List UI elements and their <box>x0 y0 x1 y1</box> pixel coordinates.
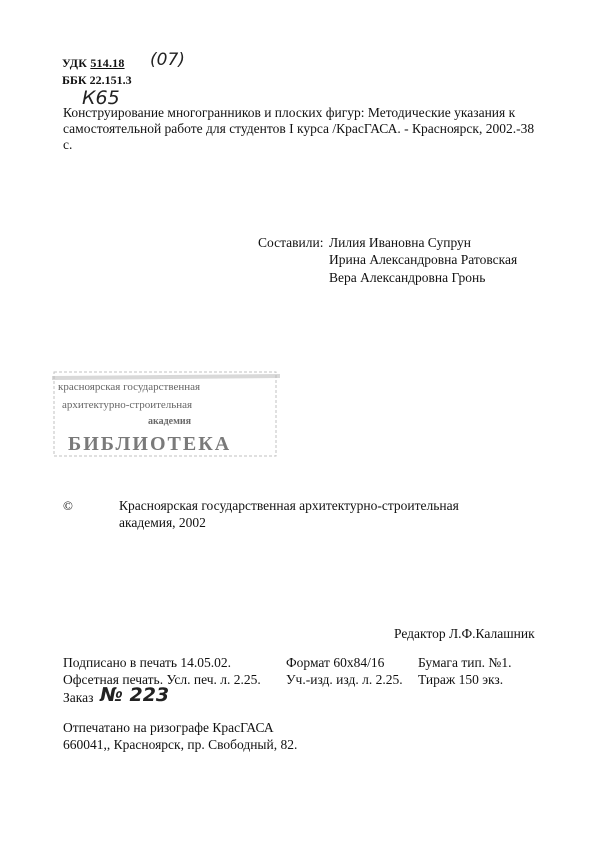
copyright-symbol: © <box>63 498 73 513</box>
stamp-line2: архитектурно-строительная <box>62 399 193 411</box>
order-number: № 223 <box>100 684 170 706</box>
stamp-graphic <box>52 368 280 460</box>
printing-address: 660041,, Красноярск, пр. Свободный, 82. <box>63 737 298 752</box>
imprint-order-label: Заказ <box>63 690 94 705</box>
handwritten-annotation: (07) <box>150 50 185 70</box>
copyright-year: академия, 2002 <box>119 515 206 530</box>
imprint-paper: Бумага тип. №1. <box>418 655 512 670</box>
compiler-name: Вера Александровна Гронь <box>329 270 486 285</box>
stamp-line1: красноярская государственная <box>58 381 201 393</box>
imprint-signed: Подписано в печать 14.05.02. <box>63 655 232 670</box>
author-mark: К65 <box>82 87 120 109</box>
udk-label: УДК <box>62 56 88 70</box>
copyright-holder: Красноярская государственная архитектурно-строительная <box>119 498 459 513</box>
stamp-line3: академия <box>148 416 192 427</box>
imprint-offset: Офсетная печать. Усл. печ. л. 2.25. <box>63 672 261 687</box>
imprint-uch: Уч.-изд. изд. л. 2.25. <box>286 672 403 687</box>
compilers-label: Составили: <box>258 235 324 250</box>
description-text: Конструирование многогранников и плоских фигур: Методические указания к самостоятельной работе для студентов I курса /КрасГАСА. - Красноярск, 2002.-38 с. <box>63 105 535 152</box>
compiler-name: Лилия Ивановна Супрун <box>329 235 471 250</box>
compiler-name: Ирина Александровна Ратовская <box>329 252 518 267</box>
library-stamp <box>52 368 280 460</box>
editor-credit: Редактор Л.Ф.Калашник <box>394 626 535 641</box>
udk-code <box>62 56 125 71</box>
udk-number: 514.18 <box>90 56 125 70</box>
bbk-code: ББК 22.151.3 <box>62 73 132 87</box>
imprint-format: Формат 60x84/16 <box>286 655 385 670</box>
imprint-tirazh: Тираж 150 экз. <box>418 672 504 687</box>
printing-info: Отпечатано на ризографе КрасГАСА <box>63 720 274 735</box>
stamp-title: БИБЛИОТЕКА <box>68 433 232 455</box>
bibliographic-description <box>63 105 543 153</box>
